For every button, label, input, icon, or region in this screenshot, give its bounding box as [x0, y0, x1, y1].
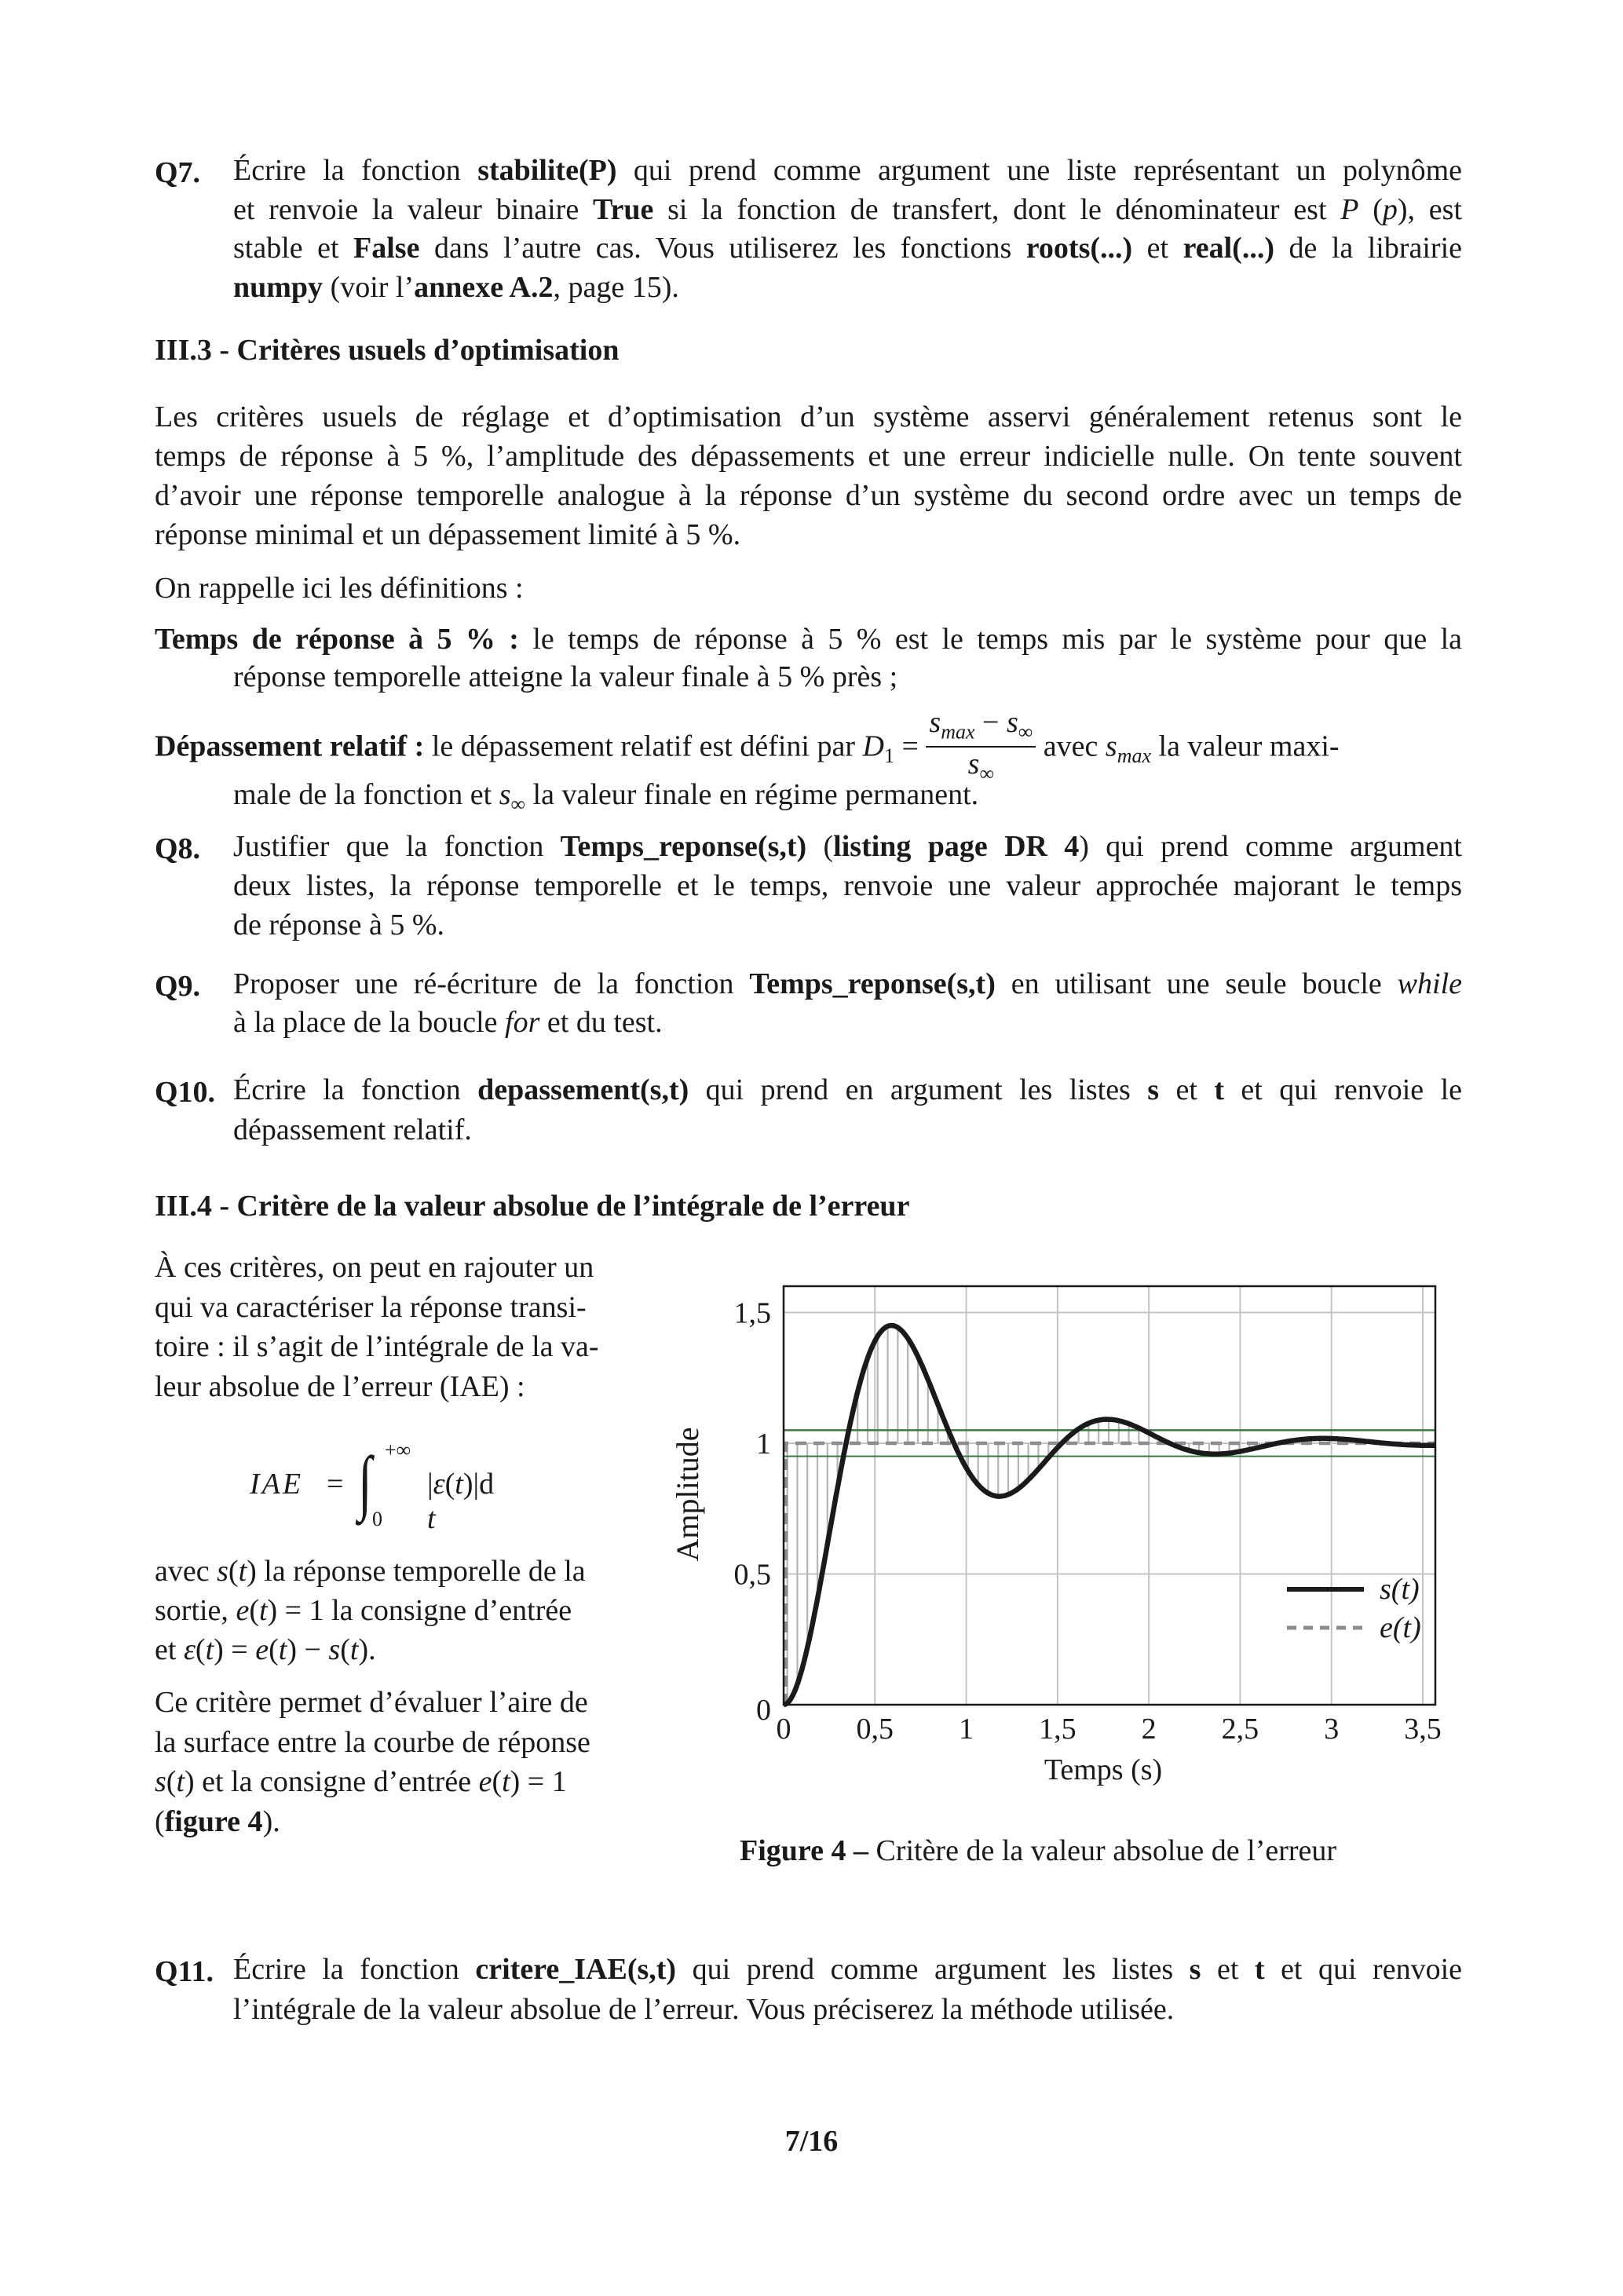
- overshoot-text-before: le dépassement relatif est défini par: [424, 729, 863, 763]
- text-segment: s: [217, 1555, 228, 1588]
- text-segment: s: [155, 1765, 166, 1798]
- text-segment: p: [1382, 192, 1398, 226]
- text-segment: t: [176, 1765, 185, 1798]
- text-segment: ) −: [287, 1633, 329, 1666]
- definition-response-time-line2: réponse temporelle atteigne la valeur finale à 5 % près ;: [233, 660, 898, 693]
- text-segment: (: [1358, 192, 1383, 226]
- text-segment: while: [1397, 967, 1462, 1000]
- text-segment: et renvoie la valeur binaire: [233, 192, 593, 226]
- text-segment: et: [1201, 1953, 1255, 1986]
- x-tick-label: 1: [959, 1713, 974, 1746]
- plot-frame: [784, 1286, 1435, 1705]
- text-segment: s: [1189, 1953, 1201, 1986]
- question-label-q9: Q9.: [155, 970, 201, 1003]
- x-tick-label: 2,5: [1221, 1713, 1259, 1746]
- question-label-q10: Q10.: [155, 1076, 216, 1109]
- overshoot-symbol: D: [862, 729, 884, 763]
- text-segment: l’intégrale de la valeur absolue de l’erreur. Vous préciserez la méthode utilisée.: [233, 1993, 1175, 2026]
- y-tick-label: 0: [756, 1694, 771, 1727]
- x-axis-label: Temps (s): [1044, 1753, 1163, 1786]
- text-segment: Temps_reponse(s,t): [560, 830, 807, 863]
- x-tick-label: 3: [1324, 1713, 1340, 1746]
- text-segment: annexe A.2: [414, 270, 554, 304]
- x-tick-label: 1,5: [1039, 1713, 1077, 1746]
- text-segment: et: [155, 1633, 184, 1666]
- text-segment: À ces critères, on peut en rajouter un: [155, 1251, 594, 1284]
- overshoot-line2-a: male de la fonction et: [233, 778, 499, 811]
- text-segment: deux listes, la réponse temporelle et le temps, renvoie une valeur approchée majorant le temps: [233, 869, 1462, 902]
- text-segment: t: [205, 1633, 214, 1666]
- text-segment: Proposer une ré-écriture de la fonction: [233, 967, 750, 1000]
- text-segment: de réponse à 5 %.: [233, 909, 445, 941]
- text-segment: qui prend comme argument les listes: [676, 1953, 1190, 1986]
- text-segment: qui prend en argument les listes: [689, 1073, 1148, 1106]
- text-segment: qui va caractériser la réponse transi-: [155, 1290, 587, 1324]
- text-segment: t: [238, 1555, 247, 1588]
- text-segment: ) la réponse temporelle de la: [247, 1555, 586, 1588]
- text-segment: Ce critère permet d’évaluer l’aire de: [155, 1686, 588, 1719]
- text-segment: t: [349, 1633, 359, 1666]
- text-segment: critere_IAE(s,t): [475, 1953, 677, 1986]
- text-segment: dans l’autre cas. Vous utiliserez les fonctions: [419, 232, 1026, 265]
- figure-4-caption: [740, 1834, 1336, 1868]
- smax-symbol: s: [1105, 729, 1117, 763]
- definition-term-response-time: Temps de réponse à 5 % :: [155, 623, 519, 656]
- iae-lhs: IAE: [250, 1468, 304, 1501]
- smax-sub: max: [1117, 744, 1152, 767]
- text-segment: (voir l’: [323, 270, 415, 304]
- text-line: [233, 1994, 1174, 2024]
- caption-label: Figure 4 –: [740, 1834, 868, 1867]
- text-segment: e: [236, 1594, 250, 1627]
- overshoot-text-after: avec: [1036, 729, 1106, 763]
- text-segment: e: [255, 1633, 269, 1666]
- text-segment: Justifier que la fonction: [233, 830, 561, 863]
- x-tick-label: 0: [776, 1713, 791, 1746]
- text-segment: t: [1214, 1073, 1224, 1106]
- text-segment: ).: [262, 1804, 280, 1838]
- text-segment: ) = 1: [510, 1765, 567, 1798]
- question-label-q11: Q11.: [155, 1955, 214, 1988]
- text-segment: True: [592, 192, 654, 226]
- definition-term-overshoot: Dépassement relatif :: [155, 729, 425, 763]
- text-segment: ε: [183, 1633, 196, 1666]
- text-segment: et: [1159, 1073, 1215, 1106]
- caption-text: Critère de la valeur absolue de l’erreur: [868, 1834, 1337, 1867]
- text-segment: False: [353, 232, 420, 265]
- text-segment: for: [505, 1006, 540, 1039]
- text-segment: et qui renvoie: [1264, 1953, 1462, 1986]
- text-segment: Écrire la fonction: [233, 1953, 476, 1986]
- text-segment: t: [1254, 1953, 1265, 1986]
- text-segment: (: [228, 1555, 239, 1588]
- text-segment: (: [166, 1765, 177, 1798]
- text-segment: si la fonction de transfert, dont le dénominateur est: [653, 192, 1341, 226]
- text-segment: Les critères usuels de réglage et d’optimisation d’un système asservi généralement retenus sont le: [155, 400, 1462, 433]
- text-segment: t: [278, 1633, 287, 1666]
- text-line: [233, 1954, 1462, 1984]
- section-heading-iii3: III.3 - Critères usuels d’optimisation: [155, 334, 620, 367]
- text-segment: s: [328, 1633, 341, 1666]
- overshoot-text-end: la valeur maxi-: [1151, 729, 1340, 763]
- x-tick-label: 2: [1141, 1713, 1157, 1746]
- text-segment: e: [478, 1765, 492, 1798]
- text-segment: dépassement relatif.: [233, 1113, 472, 1146]
- text-segment: listing page DR 4: [833, 830, 1080, 863]
- text-segment: Temps_reponse(s,t): [749, 967, 996, 1000]
- text-segment: (: [249, 1594, 259, 1627]
- text-segment: ) qui prend comme argument: [1079, 830, 1462, 863]
- integral-upper-bound: +∞: [385, 1439, 411, 1461]
- text-segment: ) = 1 la consigne d’entrée: [267, 1594, 572, 1627]
- text-segment: t: [258, 1594, 268, 1627]
- text-segment: ), est: [1397, 192, 1462, 226]
- page-number: 7/16: [784, 2125, 839, 2158]
- overshoot-symbol-sub: 1: [883, 744, 894, 767]
- text-segment: toire : il s’agit de l’intégrale de la va-: [155, 1330, 599, 1363]
- text-segment: et qui renvoie le: [1223, 1073, 1462, 1106]
- text-segment: et du test.: [539, 1006, 663, 1039]
- text-segment: stable et: [233, 232, 354, 265]
- text-segment: Écrire la fonction: [233, 154, 478, 187]
- text-segment: (: [155, 1804, 165, 1838]
- text-segment: avec: [155, 1555, 217, 1588]
- text-segment: numpy: [233, 270, 324, 304]
- series-s-line: [784, 1325, 1435, 1705]
- text-segment: ).: [358, 1633, 376, 1666]
- text-segment: figure 4: [164, 1804, 263, 1838]
- definition-response-time-text: le temps de réponse à 5 % est le temps mis par le système pour que la: [518, 623, 1462, 656]
- text-segment: depassement(s,t): [477, 1073, 689, 1106]
- iae-equals: =: [327, 1468, 344, 1501]
- fraction-numerator: $s_{max} - s_\infty$: [926, 707, 1036, 748]
- x-tick-label: 3,5: [1404, 1713, 1442, 1746]
- text-segment: s: [1147, 1073, 1160, 1106]
- text-segment: (: [492, 1765, 503, 1798]
- text-segment: en utilisant une seule boucle: [995, 967, 1398, 1000]
- text-segment: qui prend comme argument une liste représentant un polynôme: [616, 154, 1463, 187]
- integral-sign: ∫: [358, 1442, 372, 1522]
- overshoot-equals: =: [894, 729, 927, 763]
- text-segment: ) et la consigne d’entrée: [185, 1765, 479, 1798]
- legend-e-label: e(t): [1380, 1611, 1421, 1644]
- text-segment: temps de réponse à 5 %, l’amplitude des dépassements et une erreur indicielle nulle. On tente souvent: [155, 440, 1462, 473]
- text-segment: à la place de la boucle: [233, 1006, 506, 1039]
- text-segment: ) =: [214, 1633, 256, 1666]
- text-segment: la surface entre la courbe de réponse: [155, 1725, 590, 1759]
- y-tick-label: 1: [756, 1428, 771, 1461]
- text-segment: t: [502, 1765, 510, 1798]
- text-segment: leur absolue de l’erreur (IAE) :: [155, 1369, 525, 1403]
- text-segment: réponse minimal et un dépassement limité à 5 %.: [155, 518, 741, 551]
- text-segment: (: [269, 1633, 279, 1666]
- y-tick-label: 0,5: [733, 1558, 771, 1592]
- overshoot-line2-b: la valeur finale en régime permanent.: [525, 778, 979, 811]
- question-label-q8: Q8.: [155, 832, 201, 865]
- text-segment: stabilite(P): [477, 154, 617, 187]
- text-segment: de la librairie: [1274, 232, 1462, 265]
- text-segment: (: [195, 1633, 206, 1666]
- integrand: |ε(t)|d t: [427, 1468, 495, 1535]
- integral-lower-bound: 0: [372, 1508, 382, 1530]
- x-tick-label: 0,5: [856, 1713, 894, 1746]
- section-heading-iii4: III.4 - Critère de la valeur absolue de l’intégrale de l’erreur: [155, 1190, 910, 1223]
- sinf-symbol: s: [499, 778, 511, 811]
- text-segment: sortie,: [155, 1594, 236, 1627]
- y-axis-label: Amplitude: [670, 1427, 705, 1562]
- sinf-sub: ∞: [510, 792, 526, 816]
- recall-definitions-text: On rappelle ici les définitions :: [155, 572, 524, 605]
- question-label-q7: Q7.: [155, 156, 201, 189]
- text-segment: d’avoir une réponse temporelle analogue à la réponse d’un système du second ordre avec un temps de: [155, 479, 1462, 512]
- text-segment: (: [340, 1633, 350, 1666]
- text-segment: , page 15).: [553, 270, 679, 304]
- fraction-denominator: $s_\infty$: [967, 747, 995, 785]
- text-segment: roots(...): [1025, 232, 1133, 265]
- text-segment: et: [1132, 232, 1183, 265]
- legend-s-label: s(t): [1380, 1573, 1420, 1606]
- text-segment: real(...): [1183, 232, 1274, 265]
- y-tick-label: 1,5: [733, 1296, 771, 1330]
- text-segment: Écrire la fonction: [233, 1073, 478, 1106]
- text-segment: (: [806, 830, 834, 863]
- text-segment: P: [1340, 192, 1359, 226]
